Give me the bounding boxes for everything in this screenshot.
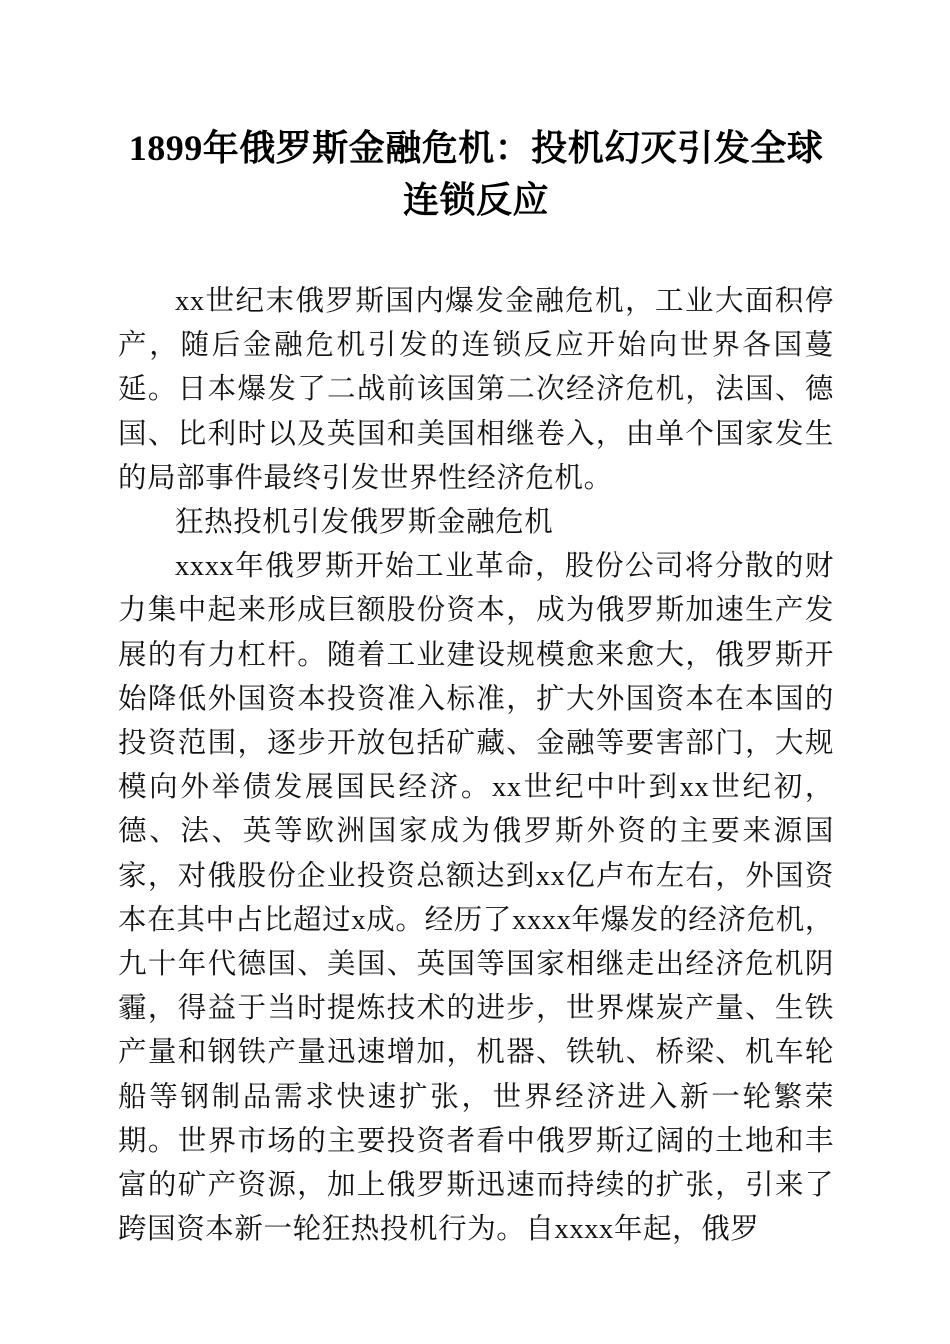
page-title-line-2: 连锁反应 [402, 180, 549, 220]
section-heading-1: 狂热投机引发俄罗斯金融危机 [175, 507, 554, 539]
paragraph-section-1-body: xxxx年俄罗斯开始工业革命，股份公司将分散的财力集中起来形成巨额股份资本，成为俄罗斯加速生产发展的有力杠杆。随着工业建设规模愈来愈大，俄罗斯开始降低外国资本投资准入标准，扩大外国资本在本国的投资范围，逐步开放包括矿藏、金融等要害部门，大规模向外举债发展国民经济。xx世纪中叶到xx世纪初，德、法、英等欧洲国家成为俄罗斯外资的主要来源国家，对俄股份企业投资总额达到xx亿卢布左右，外国资本在其中占比超过x成。经历了xxxx年爆发的经济危机，九十年代德国、美国、英国等国家相继走出经济危机阴霾，得益于当时提炼技术的进步，世界煤炭产量、生铁产量和钢铁产量迅速增加，机器、铁轨、桥梁、机车轮船等钢制品需求快速扩张，世界经济进入新一轮繁荣期。世界市场的主要投资者看中俄罗斯辽阔的土地和丰富的矿产资源，加上俄罗斯迅速而持续的扩张，引来了跨国资本新一轮狂热投机行为。自xxxx年起，俄罗 [118, 551, 834, 1246]
page-title-line-1: 1899年俄罗斯金融危机：投机幻灭引发全球 [128, 128, 824, 168]
document-content [118, 0, 834, 1252]
page-title [118, 0, 834, 226]
paragraph-intro: xx世纪末俄罗斯国内爆发金融危机，工业大面积停产，随后金融危机引发的连锁反应开始向世界各国蔓延。日本爆发了二战前该国第二次经济危机，法国、德国、比利时以及英国和美国相继卷入，由单个国家发生的局部事件最终引发世界性经济危机。 [118, 286, 834, 494]
